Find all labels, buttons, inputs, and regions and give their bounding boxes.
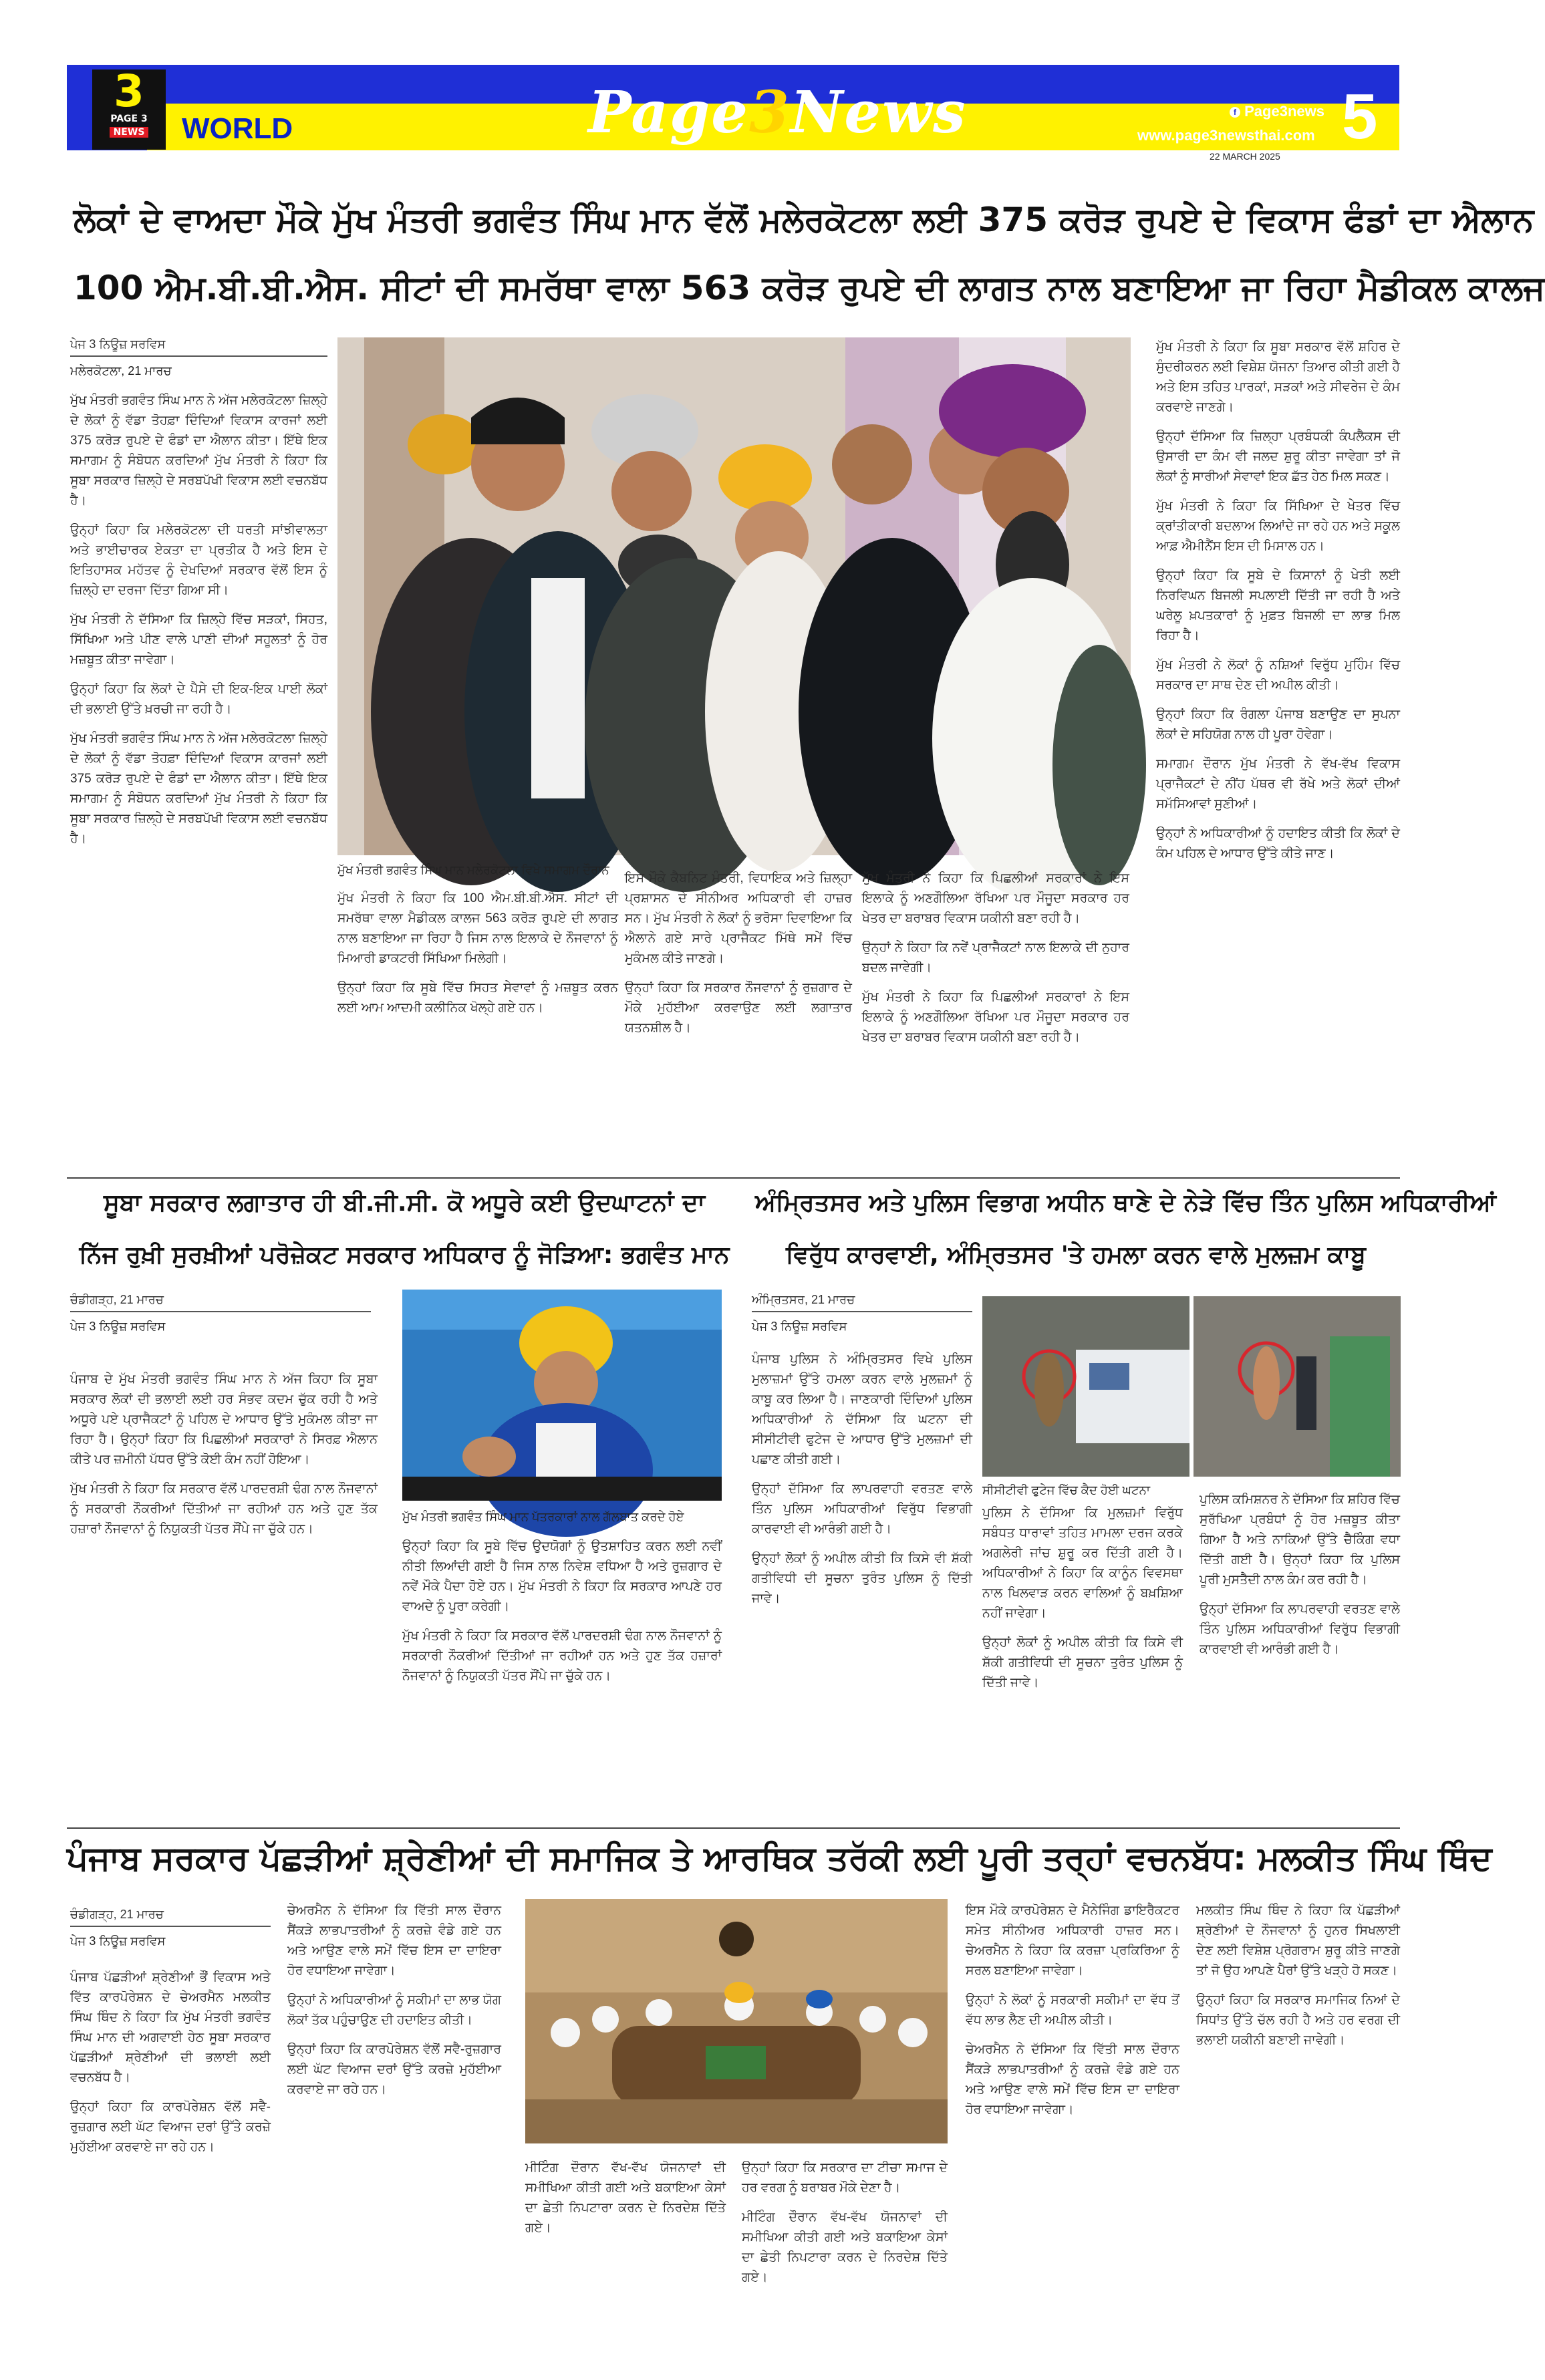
- paragraph: ਮੁੱਖ ਮੰਤਰੀ ਨੇ ਕਿਹਾ ਕਿ ਸਰਕਾਰ ਵੱਲੋਂ ਪਾਰਦਰਸ਼ੀ ਢੰਗ ਨਾਲ ਨੌਜਵਾਨਾਂ ਨੂੰ ਸਰਕਾਰੀ ਨੌਕਰੀਆਂ ਦਿੱਤੀਆਂ ਜਾ ਰਹੀਆਂ ਹਨ ਅਤੇ ਹੁਣ ਤੱਕ ਹਜ਼ਾਰਾਂ ਨੌਜਵਾਨਾਂ ਨੂੰ ਨਿਯੁਕਤੀ ਪੱਤਰ ਸੌਂਪੇ ਜਾ ਚੁੱਕੇ ਹਨ।: [70, 1482, 378, 1536]
- story2-byline: ਚੰਡੀਗੜ੍ਹ, 21 ਮਾਰਚ: [70, 1293, 371, 1312]
- lead-headline-line2: 100 ਐਮ.ਬੀ.ਬੀ.ਐਸ. ਸੀਟਾਂ ਦੀ ਸਮਰੱਥਾ ਵਾਲਾ 563 ਕਰੋੜ ਰੁਪਏ ਦੀ ਲਾਗਤ ਨਾਲ ਬਣਾਇਆ ਜਾ ਰਿਹਾ ਮੈਡੀਕਲ ਕਾਲਜ: [74, 269, 1545, 307]
- story4-photo-illustration: [525, 1899, 948, 2143]
- story4-col-3a: [525, 2158, 726, 2315]
- facebook-icon: f: [1230, 107, 1240, 118]
- paragraph: ਉਨ੍ਹਾਂ ਕਿਹਾ ਕਿ ਸੂਬੇ ਵਿੱਚ ਸਿਹਤ ਸੇਵਾਵਾਂ ਨੂੰ ਮਜ਼ਬੂਤ ਕਰਨ ਲਈ ਆਮ ਆਦਮੀ ਕਲੀਨਿਕ ਖੋਲ੍ਹੇ ਗਏ ਹਨ।: [337, 981, 618, 1015]
- paragraph: ਮੁੱਖ ਮੰਤਰੀ ਨੇ ਕਿਹਾ ਕਿ 100 ਐਮ.ਬੀ.ਬੀ.ਐਸ. ਸੀਟਾਂ ਦੀ ਸਮਰੱਥਾ ਵਾਲਾ ਮੈਡੀਕਲ ਕਾਲਜ 563 ਕਰੋੜ ਰੁਪਏ ਦੀ ਲਾਗਤ ਨਾਲ ਬਣਾਇਆ ਜਾ ਰਿਹਾ ਹੈ ਜਿਸ ਨਾਲ ਇਲਾਕੇ ਦੇ ਨੌਜਵਾਨਾਂ ਨੂੰ ਮਿਆਰੀ ਡਾਕਟਰੀ ਸਿੱਖਿਆ ਮਿਲੇਗੀ।: [337, 891, 618, 965]
- issue-date: 22 MARCH 2025: [1210, 151, 1280, 162]
- story4-col-3b: [742, 2158, 948, 2315]
- paragraph: ਪੰਜਾਬ ਦੇ ਮੁੱਖ ਮੰਤਰੀ ਭਗਵੰਤ ਸਿੰਘ ਮਾਨ ਨੇ ਅੱਜ ਕਿਹਾ ਕਿ ਸੂਬਾ ਸਰਕਾਰ ਲੋਕਾਂ ਦੀ ਭਲਾਈ ਲਈ ਹਰ ਸੰਭਵ ਕਦਮ ਚੁੱਕ ਰਹੀ ਹੈ ਅਤੇ ਅਧੂਰੇ ਪਏ ਪ੍ਰਾਜੈਕਟਾਂ ਨੂੰ ਪਹਿਲ ਦੇ ਆਧਾਰ ਉੱਤੇ ਮੁਕੰਮਲ ਕੀਤਾ ਜਾ ਰਿਹਾ ਹੈ। ਉਨ੍ਹਾਂ ਕਿਹਾ ਕਿ ਪਿਛਲੀਆਂ ਸਰਕਾਰਾਂ ਨੇ ਸਿਰਫ਼ ਐਲਾਨ ਕੀਤੇ ਪਰ ਜ਼ਮੀਨੀ ਪੱਧਰ ਉੱਤੇ ਕੋਈ ਕੰਮ ਨਹੀਂ ਹੋਇਆ।: [70, 1372, 378, 1467]
- paragraph: ਉਨ੍ਹਾਂ ਕਿਹਾ ਕਿ ਲੋਕਾਂ ਦੇ ਪੈਸੇ ਦੀ ਇਕ-ਇਕ ਪਾਈ ਲੋਕਾਂ ਦੀ ਭਲਾਈ ਉੱਤੇ ਖ਼ਰਚੀ ਜਾ ਰਹੀ ਹੈ।: [70, 682, 327, 716]
- social-text: Page3news: [1244, 103, 1324, 120]
- paragraph: ਮੁੱਖ ਮੰਤਰੀ ਨੇ ਕਿਹਾ ਕਿ ਸਿੱਖਿਆ ਦੇ ਖੇਤਰ ਵਿੱਚ ਕ੍ਰਾਂਤੀਕਾਰੀ ਬਦਲਾਅ ਲਿਆਂਦੇ ਜਾ ਰਹੇ ਹਨ ਅਤੇ ਸਕੂਲ ਆਫ਼ ਐਮੀਨੈਂਸ ਇਸ ਦੀ ਮਿਸਾਲ ਹਨ।: [1156, 499, 1400, 553]
- paragraph: ਉਨ੍ਹਾਂ ਕਿਹਾ ਕਿ ਕਾਰਪੋਰੇਸ਼ਨ ਵੱਲੋਂ ਸਵੈ-ਰੁਜ਼ਗਾਰ ਲਈ ਘੱਟ ਵਿਆਜ ਦਰਾਂ ਉੱਤੇ ਕਰਜ਼ੇ ਮੁਹੱਈਆ ਕਰਵਾਏ ਜਾ ਰਹੇ ਹਨ।: [287, 2043, 501, 2097]
- paragraph: ਮੀਟਿੰਗ ਦੌਰਾਨ ਵੱਖ-ਵੱਖ ਯੋਜਨਾਵਾਂ ਦੀ ਸਮੀਖਿਆ ਕੀਤੀ ਗਈ ਅਤੇ ਬਕਾਇਆ ਕੇਸਾਂ ਦਾ ਛੇਤੀ ਨਿਪਟਾਰਾ ਕਰਨ ਦੇ ਨਿਰਦੇਸ਼ ਦਿੱਤੇ ਗਏ।: [742, 2210, 948, 2284]
- paragraph: ਮੁੱਖ ਮੰਤਰੀ ਨੇ ਕਿਹਾ ਕਿ ਸੂਬਾ ਸਰਕਾਰ ਵੱਲੋਂ ਸ਼ਹਿਰ ਦੇ ਸੁੰਦਰੀਕਰਨ ਲਈ ਵਿਸ਼ੇਸ਼ ਯੋਜਨਾ ਤਿਆਰ ਕੀਤੀ ਗਈ ਹੈ ਅਤੇ ਇਸ ਤਹਿਤ ਪਾਰਕਾਂ, ਸੜਕਾਂ ਅਤੇ ਸੀਵਰੇਜ ਦੇ ਕੰਮ ਕਰਵਾਏ ਜਾਣਗੇ।: [1156, 340, 1400, 414]
- paragraph: ਪੰਜਾਬ ਪੱਛੜੀਆਂ ਸ਼੍ਰੇਣੀਆਂ ਭੌਂ ਵਿਕਾਸ ਅਤੇ ਵਿੱਤ ਕਾਰਪੋਰੇਸ਼ਨ ਦੇ ਚੇਅਰਮੈਨ ਮਲਕੀਤ ਸਿੰਘ ਥਿੰਦ ਨੇ ਕਿਹਾ ਕਿ ਮੁੱਖ ਮੰਤਰੀ ਭਗਵੰਤ ਸਿੰਘ ਮਾਨ ਦੀ ਅਗਵਾਈ ਹੇਠ ਸੂਬਾ ਸਰਕਾਰ ਪੱਛੜੀਆਂ ਸ਼੍ਰੇਣੀਆਂ ਦੀ ਭਲਾਈ ਲਈ ਵਚਨਬੱਧ ਹੈ।: [70, 1970, 271, 2085]
- story3-col-mid: [982, 1503, 1183, 1824]
- lead-headline-line1: ਲੋਕਾਂ ਦੇ ਵਾਅਦਾ ਮੌਕੇ ਮੁੱਖ ਮੰਤਰੀ ਭਗਵੰਤ ਸਿੰਘ ਮਾਨ ਵੱਲੋਂ ਮਲੇਰਕੋਟਲਾ ਲਈ 375 ਕਰੋੜ ਰੁਪਏ ਦੇ ਵਿਕਾਸ ਫੰਡਾਂ ਦਾ ਐਲਾਨ: [74, 200, 1534, 239]
- divider: [67, 1177, 1400, 1179]
- website-link[interactable]: www.page3newsthai.com: [1137, 127, 1315, 144]
- story3-photo-illustration: [982, 1296, 1401, 1477]
- story2-photo-caption: ਮੁੱਖ ਮੰਤਰੀ ਭਗਵੰਤ ਸਿੰਘ ਮਾਨ ਪੱਤਰਕਾਰਾਂ ਨਾਲ ਗੱਲਬਾਤ ਕਰਦੇ ਹੋਏ: [402, 1510, 684, 1523]
- paragraph: ਮੁੱਖ ਮੰਤਰੀ ਨੇ ਕਿਹਾ ਕਿ ਸਰਕਾਰ ਵੱਲੋਂ ਪਾਰਦਰਸ਼ੀ ਢੰਗ ਨਾਲ ਨੌਜਵਾਨਾਂ ਨੂੰ ਸਰਕਾਰੀ ਨੌਕਰੀਆਂ ਦਿੱਤੀਆਂ ਜਾ ਰਹੀਆਂ ਹਨ ਅਤੇ ਹੁਣ ਤੱਕ ਹਜ਼ਾਰਾਂ ਨੌਜਵਾਨਾਂ ਨੂੰ ਨਿਯੁਕਤੀ ਪੱਤਰ ਸੌਂਪੇ ਜਾ ਚੁੱਕੇ ਹਨ।: [402, 1629, 722, 1683]
- story4-byline: ਚੰਡੀਗੜ੍ਹ, 21 ਮਾਰਚ: [70, 1908, 271, 1927]
- story2-col-left: [70, 1370, 378, 1824]
- paragraph: ਉਨ੍ਹਾਂ ਕਿਹਾ ਕਿ ਮਲੇਰਕੋਟਲਾ ਦੀ ਧਰਤੀ ਸਾਂਝੀਵਾਲਤਾ ਅਤੇ ਭਾਈਚਾਰਕ ਏਕਤਾ ਦਾ ਪ੍ਰਤੀਕ ਹੈ ਅਤੇ ਇਸ ਦੇ ਇਤਿਹਾਸਕ ਮਹੱਤਵ ਨੂੰ ਦੇਖਦਿਆਂ ਸਰਕਾਰ ਵੱਲੋਂ ਇਸ ਨੂੰ ਜ਼ਿਲ੍ਹੇ ਦਾ ਦਰਜਾ ਦਿੱਤਾ ਗਿਆ ਸੀ।: [70, 523, 327, 597]
- story2-headline-line1: ਸੂਬਾ ਸਰਕਾਰ ਲਗਾਤਾਰ ਹੀ ਬੀ.ਜੀ.ਸੀ. ਕੋ ਅਧੂਰੇ ਕਈ ਉਦਘਾਟਨਾਂ ਦਾ: [103, 1189, 706, 1217]
- story3-headline-line1: ਅੰਮ੍ਰਿਤਸਰ ਅਤੇ ਪੁਲਿਸ ਵਿਭਾਗ ਅਧੀਨ ਥਾਣੇ ਦੇ ਨੇੜੇ ਵਿੱਚ ਤਿੰਨ ਪੁਲਿਸ ਅਧਿਕਾਰੀਆਂ: [755, 1189, 1496, 1217]
- paragraph: ਉਨ੍ਹਾਂ ਕਿਹਾ ਕਿ ਸਰਕਾਰ ਸਮਾਜਿਕ ਨਿਆਂ ਦੇ ਸਿਧਾਂਤ ਉੱਤੇ ਚੱਲ ਰਹੀ ਹੈ ਅਤੇ ਹਰ ਵਰਗ ਦੀ ਭਲਾਈ ਯਕੀਨੀ ਬਣਾਈ ਜਾਵੇਗੀ।: [1196, 1993, 1400, 2047]
- lead-photo[interactable]: [337, 337, 1131, 855]
- story4-col-1: [70, 1968, 271, 2315]
- paragraph: ਉਨ੍ਹਾਂ ਨੇ ਲੋਕਾਂ ਨੂੰ ਸਰਕਾਰੀ ਸਕੀਮਾਂ ਦਾ ਵੱਧ ਤੋਂ ਵੱਧ ਲਾਭ ਲੈਣ ਦੀ ਅਪੀਲ ਕੀਤੀ।: [966, 1993, 1179, 2027]
- logo-text: PAGE 3: [110, 114, 148, 124]
- paragraph: ਉਨ੍ਹਾਂ ਨੇ ਅਧਿਕਾਰੀਆਂ ਨੂੰ ਹਦਾਇਤ ਕੀਤੀ ਕਿ ਲੋਕਾਂ ਦੇ ਕੰਮ ਪਹਿਲ ਦੇ ਆਧਾਰ ਉੱਤੇ ਕੀਤੇ ਜਾਣ।: [1156, 827, 1400, 861]
- paragraph: ਮੁੱਖ ਮੰਤਰੀ ਨੇ ਕਿਹਾ ਕਿ ਪਿਛਲੀਆਂ ਸਰਕਾਰਾਂ ਨੇ ਇਸ ਇਲਾਕੇ ਨੂੰ ਅਣਗੌਲਿਆ ਰੱਖਿਆ ਪਰ ਮੌਜੂਦਾ ਸਰਕਾਰ ਹਰ ਖੇਤਰ ਦਾ ਬਰਾਬਰ ਵਿਕਾਸ ਯਕੀਨੀ ਬਣਾ ਰਹੀ ਹੈ।: [862, 990, 1129, 1044]
- paragraph: ਉਨ੍ਹਾਂ ਦੱਸਿਆ ਕਿ ਲਾਪਰਵਾਹੀ ਵਰਤਣ ਵਾਲੇ ਤਿੰਨ ਪੁਲਿਸ ਅਧਿਕਾਰੀਆਂ ਵਿਰੁੱਧ ਵਿਭਾਗੀ ਕਾਰਵਾਈ ਵੀ ਆਰੰਭੀ ਗਈ ਹੈ।: [1200, 1602, 1400, 1656]
- lead-col-mid-c: [862, 869, 1129, 1169]
- story3-col-left: [752, 1350, 972, 1824]
- lead-byline: ਪੇਜ 3 ਨਿਊਜ਼ ਸਰਵਿਸ: [70, 337, 327, 357]
- story3-col-right: [1200, 1490, 1400, 1824]
- page-number: 5: [1342, 81, 1378, 152]
- paragraph: ਮੁੱਖ ਮੰਤਰੀ ਨੇ ਲੋਕਾਂ ਨੂੰ ਨਸ਼ਿਆਂ ਵਿਰੁੱਧ ਮੁਹਿੰਮ ਵਿੱਚ ਸਰਕਾਰ ਦਾ ਸਾਥ ਦੇਣ ਦੀ ਅਪੀਲ ਕੀਤੀ।: [1156, 658, 1400, 692]
- paragraph: ਮੁੱਖ ਮੰਤਰੀ ਭਗਵੰਤ ਸਿੰਘ ਮਾਨ ਨੇ ਅੱਜ ਮਲੇਰਕੋਟਲਾ ਜ਼ਿਲ੍ਹੇ ਦੇ ਲੋਕਾਂ ਨੂੰ ਵੱਡਾ ਤੋਹਫ਼ਾ ਦਿੰਦਿਆਂ ਵਿਕਾਸ ਕਾਰਜਾਂ ਲਈ 375 ਕਰੋੜ ਰੁਪਏ ਦੇ ਫੰਡਾਂ ਦਾ ਐਲਾਨ ਕੀਤਾ। ਇੱਥੇ ਇਕ ਸਮਾਗਮ ਨੂੰ ਸੰਬੋਧਨ ਕਰਦਿਆਂ ਮੁੱਖ ਮੰਤਰੀ ਨੇ ਕਿਹਾ ਕਿ ਸੂਬਾ ਸਰਕਾਰ ਜ਼ਿਲ੍ਹੇ ਦੇ ਸਰਬਪੱਖੀ ਵਿਕਾਸ ਲਈ ਵਚਨਬੱਧ ਹੈ।: [70, 394, 327, 508]
- paragraph: ਮਲਕੀਤ ਸਿੰਘ ਥਿੰਦ ਨੇ ਕਿਹਾ ਕਿ ਪੱਛੜੀਆਂ ਸ਼੍ਰੇਣੀਆਂ ਦੇ ਨੌਜਵਾਨਾਂ ਨੂੰ ਹੁਨਰ ਸਿਖਲਾਈ ਦੇਣ ਲਈ ਵਿਸ਼ੇਸ਼ ਪ੍ਰੋਗਰਾਮ ਸ਼ੁਰੂ ਕੀਤੇ ਜਾਣਗੇ ਤਾਂ ਜੋ ਉਹ ਆਪਣੇ ਪੈਰਾਂ ਉੱਤੇ ਖੜ੍ਹੇ ਹੋ ਸਕਣ।: [1196, 1904, 1400, 1978]
- paragraph: ਪੁਲਿਸ ਨੇ ਦੱਸਿਆ ਕਿ ਮੁਲਜ਼ਮਾਂ ਵਿਰੁੱਧ ਸਬੰਧਤ ਧਾਰਾਵਾਂ ਤਹਿਤ ਮਾਮਲਾ ਦਰਜ ਕਰਕੇ ਅਗਲੇਰੀ ਜਾਂਚ ਸ਼ੁਰੂ ਕਰ ਦਿੱਤੀ ਗਈ ਹੈ। ਅਧਿਕਾਰੀਆਂ ਨੇ ਕਿਹਾ ਕਿ ਕਾਨੂੰਨ ਵਿਵਸਥਾ ਨਾਲ ਖਿਲਵਾੜ ਕਰਨ ਵਾਲਿਆਂ ਨੂੰ ਬਖ਼ਸ਼ਿਆ ਨਹੀਂ ਜਾਵੇਗਾ।: [982, 1506, 1183, 1620]
- story3-photo-caption: ਸੀਸੀਟੀਵੀ ਫੁਟੇਜ ਵਿੱਚ ਕੈਦ ਹੋਈ ਘਟਨਾ: [982, 1483, 1150, 1497]
- paragraph: ਉਨ੍ਹਾਂ ਕਿਹਾ ਕਿ ਸੂਬੇ ਦੇ ਕਿਸਾਨਾਂ ਨੂੰ ਖੇਤੀ ਲਈ ਨਿਰਵਿਘਨ ਬਿਜਲੀ ਸਪਲਾਈ ਦਿੱਤੀ ਜਾ ਰਹੀ ਹੈ ਅਤੇ ਘਰੇਲੂ ਖ਼ਪਤਕਾਰਾਂ ਨੂੰ ਮੁਫ਼ਤ ਬਿਜਲੀ ਦਾ ਲਾਭ ਮਿਲ ਰਿਹਾ ਹੈ।: [1156, 569, 1400, 643]
- story3-headline-line2: ਵਿਰੁੱਧ ਕਾਰਵਾਈ, ਅੰਮ੍ਰਿਤਸਰ 'ਤੇ ਹਮਲਾ ਕਰਨ ਵਾਲੇ ਮੁਲਜ਼ਮ ਕਾਬੂ: [786, 1241, 1366, 1269]
- paragraph: ਪੰਜਾਬ ਪੁਲਿਸ ਨੇ ਅੰਮ੍ਰਿਤਸਰ ਵਿਖੇ ਪੁਲਿਸ ਮੁਲਾਜ਼ਮਾਂ ਉੱਤੇ ਹਮਲਾ ਕਰਨ ਵਾਲੇ ਮੁਲਜ਼ਮਾਂ ਨੂੰ ਕਾਬੂ ਕਰ ਲਿਆ ਹੈ। ਜਾਣਕਾਰੀ ਦਿੰਦਿਆਂ ਪੁਲਿਸ ਅਧਿਕਾਰੀਆਂ ਨੇ ਦੱਸਿਆ ਕਿ ਘਟਨਾ ਦੀ ਸੀਸੀਟੀਵੀ ਫੁਟੇਜ ਦੇ ਆਧਾਰ ਉੱਤੇ ਮੁਲਜ਼ਮਾਂ ਦੀ ਪਛਾਣ ਕੀਤੀ ਗਈ।: [752, 1352, 972, 1467]
- brand-prefix: Page: [588, 79, 749, 146]
- paragraph: ਮੁੱਖ ਮੰਤਰੀ ਨੇ ਕਿਹਾ ਕਿ ਪਿਛਲੀਆਂ ਸਰਕਾਰਾਂ ਨੇ ਇਸ ਇਲਾਕੇ ਨੂੰ ਅਣਗੌਲਿਆ ਰੱਖਿਆ ਪਰ ਮੌਜੂਦਾ ਸਰਕਾਰ ਹਰ ਖੇਤਰ ਦਾ ਬਰਾਬਰ ਵਿਕਾਸ ਯਕੀਨੀ ਬਣਾ ਰਹੀ ਹੈ।: [862, 871, 1129, 925]
- paragraph: ਉਨ੍ਹਾਂ ਦੱਸਿਆ ਕਿ ਲਾਪਰਵਾਹੀ ਵਰਤਣ ਵਾਲੇ ਤਿੰਨ ਪੁਲਿਸ ਅਧਿਕਾਰੀਆਂ ਵਿਰੁੱਧ ਵਿਭਾਗੀ ਕਾਰਵਾਈ ਵੀ ਆਰੰਭੀ ਗਈ ਹੈ।: [752, 1482, 972, 1536]
- story2-dateline: ਪੇਜ 3 ਨਿਊਜ਼ ਸਰਵਿਸ: [70, 1320, 166, 1333]
- story2-headline-line2: ਨਿੱਜ ਰੁਖ਼ੀ ਸੁਰਖ਼ੀਆਂ ਪਰੋਜ਼ੇਕਟ ਸਰਕਾਰ ਅਧਿਕਾਰ ਨੂੰ ਜੋੜਿਆ: ਭਗਵੰਤ ਮਾਨ: [79, 1241, 730, 1269]
- paragraph: ਉਨ੍ਹਾਂ ਕਿਹਾ ਕਿ ਸੂਬੇ ਵਿੱਚ ਉਦਯੋਗਾਂ ਨੂੰ ਉਤਸ਼ਾਹਿਤ ਕਰਨ ਲਈ ਨਵੀਂ ਨੀਤੀ ਲਿਆਂਦੀ ਗਈ ਹੈ ਜਿਸ ਨਾਲ ਨਿਵੇਸ਼ ਵਧਿਆ ਹੈ ਅਤੇ ਰੁਜ਼ਗਾਰ ਦੇ ਨਵੇਂ ਮੌਕੇ ਪੈਦਾ ਹੋਏ ਹਨ। ਮੁੱਖ ਮੰਤਰੀ ਨੇ ਕਿਹਾ ਕਿ ਸਰਕਾਰ ਆਪਣੇ ਹਰ ਵਾਅਦੇ ਨੂੰ ਪੂਰਾ ਕਰੇਗੀ।: [402, 1539, 722, 1614]
- divider: [67, 1827, 1400, 1829]
- section-label: WORLD: [182, 112, 293, 145]
- lead-photo-illustration: [337, 337, 1131, 855]
- paragraph: ਉਨ੍ਹਾਂ ਨੇ ਅਧਿਕਾਰੀਆਂ ਨੂੰ ਸਕੀਮਾਂ ਦਾ ਲਾਭ ਯੋਗ ਲੋਕਾਂ ਤੱਕ ਪਹੁੰਚਾਉਣ ਦੀ ਹਦਾਇਤ ਕੀਤੀ।: [287, 1993, 501, 2027]
- story4-headline: ਪੰਜਾਬ ਸਰਕਾਰ ਪੱਛੜੀਆਂ ਸ਼੍ਰੇਣੀਆਂ ਦੀ ਸਮਾਜਿਕ ਤੇ ਆਰਥਿਕ ਤਰੱਕੀ ਲਈ ਪੂਰੀ ਤਰ੍ਹਾਂ ਵਚਨਬੱਧ: ਮਲਕੀਤ ਸਿੰਘ ਥਿੰਦ: [67, 1839, 1492, 1878]
- story2-col-mid: [402, 1537, 722, 1824]
- logo-number: 3: [114, 65, 144, 117]
- paragraph: ਮੁੱਖ ਮੰਤਰੀ ਨੇ ਦੱਸਿਆ ਕਿ ਜ਼ਿਲ੍ਹੇ ਵਿੱਚ ਸੜਕਾਂ, ਸਿਹਤ, ਸਿੱਖਿਆ ਅਤੇ ਪੀਣ ਵਾਲੇ ਪਾਣੀ ਦੀਆਂ ਸਹੂਲਤਾਂ ਨੂੰ ਹੋਰ ਮਜ਼ਬੂਤ ਕੀਤਾ ਜਾਵੇਗਾ।: [70, 613, 327, 667]
- paragraph: ਇਸ ਮੌਕੇ ਕਾਰਪੋਰੇਸ਼ਨ ਦੇ ਮੈਨੇਜਿੰਗ ਡਾਇਰੈਕਟਰ ਸਮੇਤ ਸੀਨੀਅਰ ਅਧਿਕਾਰੀ ਹਾਜ਼ਰ ਸਨ। ਚੇਅਰਮੈਨ ਨੇ ਕਿਹਾ ਕਿ ਕਰਜ਼ਾ ਪ੍ਰਕਿਰਿਆ ਨੂੰ ਸਰਲ ਬਣਾਇਆ ਜਾਵੇਗਾ।: [966, 1904, 1179, 1978]
- story3-byline: ਅੰਮ੍ਰਿਤਸਰ, 21 ਮਾਰਚ: [752, 1293, 972, 1312]
- logo-tag: NEWS: [110, 127, 149, 138]
- story4-dateline: ਪੇਜ 3 ਨਿਊਜ਼ ਸਰਵਿਸ: [70, 1934, 166, 1948]
- paragraph: ਪੁਲਿਸ ਕਮਿਸ਼ਨਰ ਨੇ ਦੱਸਿਆ ਕਿ ਸ਼ਹਿਰ ਵਿੱਚ ਸੁਰੱਖਿਆ ਪ੍ਰਬੰਧਾਂ ਨੂੰ ਹੋਰ ਮਜ਼ਬੂਤ ਕੀਤਾ ਗਿਆ ਹੈ ਅਤੇ ਨਾਕਿਆਂ ਉੱਤੇ ਚੈਕਿੰਗ ਵਧਾ ਦਿੱਤੀ ਗਈ ਹੈ। ਉਨ੍ਹਾਂ ਕਿਹਾ ਕਿ ਪੁਲਿਸ ਪੂਰੀ ਮੁਸਤੈਦੀ ਨਾਲ ਕੰਮ ਕਰ ਰਹੀ ਹੈ।: [1200, 1493, 1400, 1587]
- story2-photo-illustration: [402, 1290, 722, 1501]
- brand-name[interactable]: [588, 79, 967, 146]
- paragraph: ਚੇਅਰਮੈਨ ਨੇ ਦੱਸਿਆ ਕਿ ਵਿੱਤੀ ਸਾਲ ਦੌਰਾਨ ਸੈਂਕੜੇ ਲਾਭਪਾਤਰੀਆਂ ਨੂੰ ਕਰਜ਼ੇ ਵੰਡੇ ਗਏ ਹਨ ਅਤੇ ਆਉਣ ਵਾਲੇ ਸਮੇਂ ਵਿੱਚ ਇਸ ਦਾ ਦਾਇਰਾ ਹੋਰ ਵਧਾਇਆ ਜਾਵੇਗਾ।: [966, 2043, 1179, 2117]
- paragraph: ਉਨ੍ਹਾਂ ਲੋਕਾਂ ਨੂੰ ਅਪੀਲ ਕੀਤੀ ਕਿ ਕਿਸੇ ਵੀ ਸ਼ੱਕੀ ਗਤੀਵਿਧੀ ਦੀ ਸੂਚਨਾ ਤੁਰੰਤ ਪੁਲਿਸ ਨੂੰ ਦਿੱਤੀ ਜਾਵੇ।: [752, 1551, 972, 1606]
- story4-col-4: [966, 1901, 1179, 2315]
- paragraph: ਉਨ੍ਹਾਂ ਲੋਕਾਂ ਨੂੰ ਅਪੀਲ ਕੀਤੀ ਕਿ ਕਿਸੇ ਵੀ ਸ਼ੱਕੀ ਗਤੀਵਿਧੀ ਦੀ ਸੂਚਨਾ ਤੁਰੰਤ ਪੁਲਿਸ ਨੂੰ ਦਿੱਤੀ ਜਾਵੇ।: [982, 1636, 1183, 1690]
- lead-col-mid-b: [625, 869, 852, 1169]
- paragraph: ਉਨ੍ਹਾਂ ਦੱਸਿਆ ਕਿ ਜ਼ਿਲ੍ਹਾ ਪ੍ਰਬੰਧਕੀ ਕੰਪਲੈਕਸ ਦੀ ਉਸਾਰੀ ਦਾ ਕੰਮ ਵੀ ਜਲਦ ਸ਼ੁਰੂ ਕੀਤਾ ਜਾਵੇਗਾ ਤਾਂ ਜੋ ਲੋਕਾਂ ਨੂੰ ਸਾਰੀਆਂ ਸੇਵਾਵਾਂ ਇਕ ਛੱਤ ਹੇਠ ਮਿਲ ਸਕਣ।: [1156, 430, 1400, 484]
- story3-dateline: ਪੇਜ 3 ਨਿਊਜ਼ ਸਰਵਿਸ: [752, 1320, 847, 1333]
- lead-col-right: [1156, 337, 1400, 1166]
- paragraph: ਇਸ ਮੌਕੇ ਕੈਬਨਿਟ ਮੰਤਰੀ, ਵਿਧਾਇਕ ਅਤੇ ਜ਼ਿਲ੍ਹਾ ਪ੍ਰਸ਼ਾਸਨ ਦੇ ਸੀਨੀਅਰ ਅਧਿਕਾਰੀ ਵੀ ਹਾਜ਼ਰ ਸਨ। ਮੁੱਖ ਮੰਤਰੀ ਨੇ ਲੋਕਾਂ ਨੂੰ ਭਰੋਸਾ ਦਿਵਾਇਆ ਕਿ ਐਲਾਨੇ ਗਏ ਸਾਰੇ ਪ੍ਰਾਜੈਕਟ ਮਿੱਥੇ ਸਮੇਂ ਵਿੱਚ ਮੁਕੰਮਲ ਕੀਤੇ ਜਾਣਗੇ।: [625, 871, 852, 965]
- paragraph: ਚੇਅਰਮੈਨ ਨੇ ਦੱਸਿਆ ਕਿ ਵਿੱਤੀ ਸਾਲ ਦੌਰਾਨ ਸੈਂਕੜੇ ਲਾਭਪਾਤਰੀਆਂ ਨੂੰ ਕਰਜ਼ੇ ਵੰਡੇ ਗਏ ਹਨ ਅਤੇ ਆਉਣ ਵਾਲੇ ਸਮੇਂ ਵਿੱਚ ਇਸ ਦਾ ਦਾਇਰਾ ਹੋਰ ਵਧਾਇਆ ਜਾਵੇਗਾ।: [287, 1904, 501, 1978]
- paragraph: ਮੀਟਿੰਗ ਦੌਰਾਨ ਵੱਖ-ਵੱਖ ਯੋਜਨਾਵਾਂ ਦੀ ਸਮੀਖਿਆ ਕੀਤੀ ਗਈ ਅਤੇ ਬਕਾਇਆ ਕੇਸਾਂ ਦਾ ਛੇਤੀ ਨਿਪਟਾਰਾ ਕਰਨ ਦੇ ਨਿਰਦੇਸ਼ ਦਿੱਤੇ ਗਏ।: [525, 2161, 726, 2235]
- story4-col-5: [1196, 1901, 1400, 2315]
- lead-photo-caption: ਮੁੱਖ ਮੰਤਰੀ ਭਗਵੰਤ ਸਿੰਘ ਮਾਨ ਮਲੇਰਕੋਟਲਾ ਵਿਖੇ ਸਮਾਗਮ ਦੌਰਾਨ: [337, 863, 609, 877]
- lead-dateline: ਮਲੇਰਕੋਟਲਾ, 21 ਮਾਰਚ: [70, 364, 172, 378]
- lead-col-mid-a: [337, 889, 618, 1169]
- paragraph: ਉਨ੍ਹਾਂ ਕਿਹਾ ਕਿ ਸਰਕਾਰ ਨੌਜਵਾਨਾਂ ਨੂੰ ਰੁਜ਼ਗਾਰ ਦੇ ਮੌਕੇ ਮੁਹੱਈਆ ਕਰਵਾਉਣ ਲਈ ਲਗਾਤਾਰ ਯਤਨਸ਼ੀਲ ਹੈ।: [625, 981, 852, 1035]
- paragraph: ਸਮਾਗਮ ਦੌਰਾਨ ਮੁੱਖ ਮੰਤਰੀ ਨੇ ਵੱਖ-ਵੱਖ ਵਿਕਾਸ ਪ੍ਰਾਜੈਕਟਾਂ ਦੇ ਨੀਂਹ ਪੱਥਰ ਵੀ ਰੱਖੇ ਅਤੇ ਲੋਕਾਂ ਦੀਆਂ ਸਮੱਸਿਆਵਾਂ ਸੁਣੀਆਂ।: [1156, 757, 1400, 811]
- page3-logo[interactable]: [92, 65, 166, 150]
- paragraph: ਉਨ੍ਹਾਂ ਕਿਹਾ ਕਿ ਸਰਕਾਰ ਦਾ ਟੀਚਾ ਸਮਾਜ ਦੇ ਹਰ ਵਰਗ ਨੂੰ ਬਰਾਬਰ ਮੌਕੇ ਦੇਣਾ ਹੈ।: [742, 2161, 948, 2195]
- paragraph: ਉਨ੍ਹਾਂ ਨੇ ਕਿਹਾ ਕਿ ਨਵੇਂ ਪ੍ਰਾਜੈਕਟਾਂ ਨਾਲ ਇਲਾਕੇ ਦੀ ਨੁਹਾਰ ਬਦਲ ਜਾਵੇਗੀ।: [862, 941, 1129, 975]
- story2-photo[interactable]: [402, 1290, 722, 1501]
- paragraph: ਉਨ੍ਹਾਂ ਕਿਹਾ ਕਿ ਕਾਰਪੋਰੇਸ਼ਨ ਵੱਲੋਂ ਸਵੈ-ਰੁਜ਼ਗਾਰ ਲਈ ਘੱਟ ਵਿਆਜ ਦਰਾਂ ਉੱਤੇ ਕਰਜ਼ੇ ਮੁਹੱਈਆ ਕਰਵਾਏ ਜਾ ਰਹੇ ਹਨ।: [70, 2100, 271, 2154]
- brand-three: 3: [748, 79, 791, 146]
- story3-cctv-photo[interactable]: [982, 1296, 1401, 1477]
- paragraph: ਮੁੱਖ ਮੰਤਰੀ ਭਗਵੰਤ ਸਿੰਘ ਮਾਨ ਨੇ ਅੱਜ ਮਲੇਰਕੋਟਲਾ ਜ਼ਿਲ੍ਹੇ ਦੇ ਲੋਕਾਂ ਨੂੰ ਵੱਡਾ ਤੋਹਫ਼ਾ ਦਿੰਦਿਆਂ ਵਿਕਾਸ ਕਾਰਜਾਂ ਲਈ 375 ਕਰੋੜ ਰੁਪਏ ਦੇ ਫੰਡਾਂ ਦਾ ਐਲਾਨ ਕੀਤਾ। ਇੱਥੇ ਇਕ ਸਮਾਗਮ ਨੂੰ ਸੰਬੋਧਨ ਕਰਦਿਆਂ ਮੁੱਖ ਮੰਤਰੀ ਨੇ ਕਿਹਾ ਕਿ ਸੂਬਾ ਸਰਕਾਰ ਜ਼ਿਲ੍ਹੇ ਦੇ ਸਰਬਪੱਖੀ ਵਿਕਾਸ ਲਈ ਵਚਨਬੱਧ ਹੈ।: [70, 732, 327, 846]
- story4-col-2: [287, 1901, 501, 2315]
- paragraph: ਉਨ੍ਹਾਂ ਕਿਹਾ ਕਿ ਰੰਗਲਾ ਪੰਜਾਬ ਬਣਾਉਣ ਦਾ ਸੁਪਨਾ ਲੋਕਾਂ ਦੇ ਸਹਿਯੋਗ ਨਾਲ ਹੀ ਪੂਰਾ ਹੋਵੇਗਾ।: [1156, 708, 1400, 742]
- social-handle[interactable]: [1230, 103, 1324, 120]
- story4-meeting-photo[interactable]: [525, 1899, 948, 2143]
- brand-suffix: News: [790, 79, 967, 146]
- lead-col-left: [70, 391, 327, 1166]
